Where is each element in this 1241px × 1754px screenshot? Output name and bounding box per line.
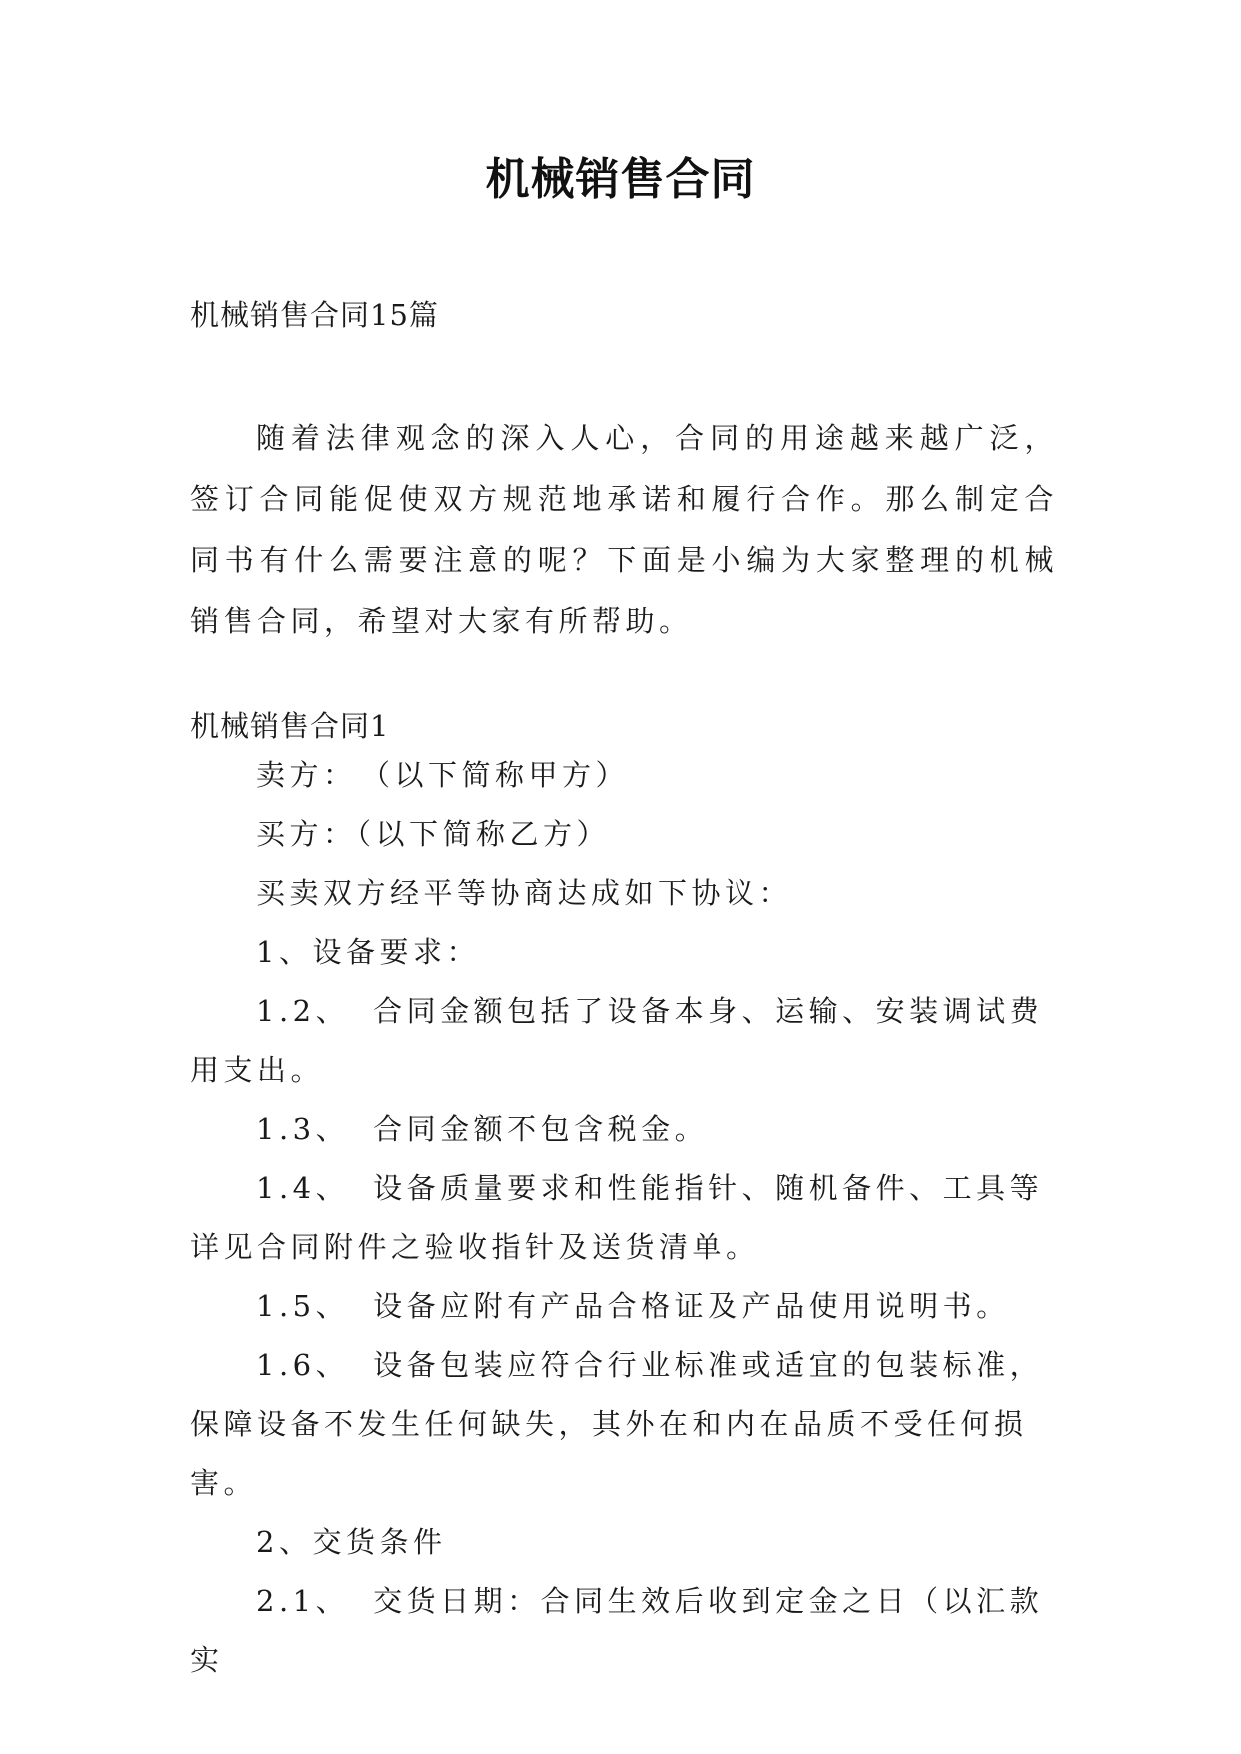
clause-text: 设备质量要求和性能指针、随机备件、工具等详见合同附件之验收指针及送货清单。 (190, 1171, 1044, 1264)
clause-number: 2.1、 (256, 1584, 350, 1618)
section-heading: 机械销售合同1 (190, 709, 390, 743)
page-title: 机械销售合同 (485, 154, 756, 205)
clause-number: 1.4、 (256, 1171, 350, 1205)
clause-text: 交货日期：合同生效后收到定金之日（以汇款实 (190, 1584, 1044, 1677)
clause-text: 1、设备要求： (256, 935, 480, 969)
clause-number: 1.2、 (256, 994, 350, 1028)
clause-text: 买卖双方经平等协商达成如下协议： (256, 876, 793, 910)
clause-text: 合同金额不包含税金。 (373, 1112, 709, 1146)
clause-paragraph (190, 805, 1058, 864)
clause-paragraph (190, 982, 1058, 1100)
clause-paragraph (190, 1277, 1058, 1336)
clause-text: 买方：（以下简称乙方） (256, 817, 611, 851)
clause-paragraph (190, 1513, 1058, 1572)
intro-paragraph: 随着法律观念的深入人心，合同的用途越来越广泛，签订合同能促使双方规范地承诺和履行合作。那么制定合同书有什么需要注意的呢？下面是小编为大家整理的机械销售合同，希望对大家有所帮助。 (190, 421, 1058, 638)
clause-paragraph (190, 1572, 1058, 1690)
clause-text: 设备包装应符合行业标准或适宜的包装标准，保障设备不发生任何缺失，其外在和内在品质不受任何损害。 (190, 1348, 1044, 1500)
clause-paragraph (190, 864, 1058, 923)
clause-paragraph (190, 746, 1058, 805)
clause-paragraph (190, 1159, 1058, 1277)
clause-text: 2、交货条件 (256, 1525, 447, 1559)
clause-paragraph (190, 1336, 1058, 1513)
document-subtitle: 机械销售合同15篇 (190, 298, 439, 332)
clause-paragraph (190, 923, 1058, 982)
clause-text: 合同金额包括了设备本身、运输、安装调试费用支出。 (190, 994, 1044, 1087)
clause-number: 1.5、 (256, 1289, 350, 1323)
clause-number: 1.6、 (256, 1348, 350, 1382)
clause-number: 1.3、 (256, 1112, 350, 1146)
contract-body (190, 746, 1058, 1690)
clause-text: 卖方： （以下简称甲方） (256, 758, 630, 792)
clause-text: 设备应附有产品合格证及产品使用说明书。 (373, 1289, 1010, 1323)
clause-paragraph (190, 1100, 1058, 1159)
